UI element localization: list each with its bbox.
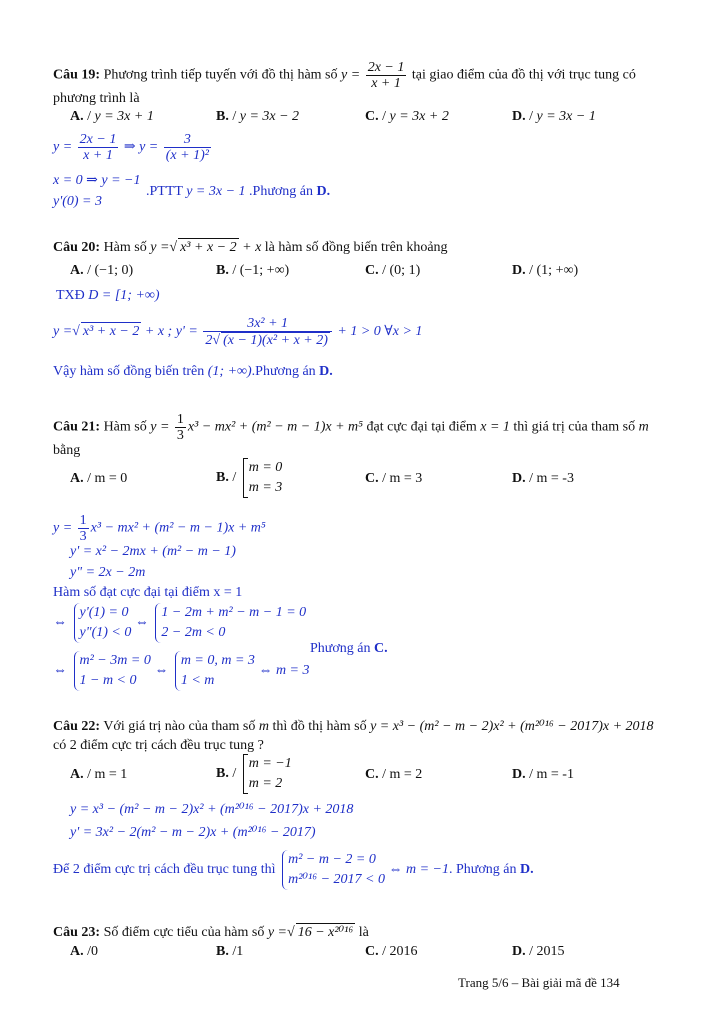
q23-option-d[interactable]: D. / 2015 xyxy=(512,944,565,959)
q22-stem: Câu 22: Với giá trị nào của tham số m thì đồ thị hàm số y = x³ − (m² − m − 2)x² + (m²⁰¹⁶ − 2017)x + 2018 xyxy=(53,719,654,734)
q19-solution-line2: x = 0 ⇒ y = −1 xyxy=(53,173,141,188)
q19-solution-answer: .PTTT y = 3x − 1 .Phương án D. xyxy=(146,184,331,199)
q21-option-b[interactable]: B. / m = 0 m = 3 xyxy=(216,458,282,498)
q19-option-a[interactable]: A. / y = 3x + 1 xyxy=(70,109,154,124)
q19-label: Câu 19: xyxy=(53,67,101,83)
q19-solution-line3: y'(0) = 3 xyxy=(53,194,102,209)
q19-option-b[interactable]: B. / y = 3x − 2 xyxy=(216,109,300,124)
q20-option-c[interactable]: C. / (0; 1) xyxy=(365,263,421,278)
q22-label: Câu 22: xyxy=(53,719,101,734)
q20-option-a[interactable]: A. / (−1; 0) xyxy=(70,263,134,278)
q20-solution-conclusion: Vậy hàm số đồng biến trên (1; +∞).Phương án D. xyxy=(53,364,333,379)
q22-option-b[interactable]: B. / m = −1 m = 2 xyxy=(216,754,292,794)
q21-option-a[interactable]: A. / m = 0 xyxy=(70,471,128,486)
q19-func-fraction xyxy=(366,60,407,91)
q21-label: Câu 21: xyxy=(53,419,101,435)
q20-solution-domain: TXĐ D = [1; +∞) xyxy=(56,288,160,303)
q19-func-lhs: y = xyxy=(341,67,361,83)
q22-stem-line2: có 2 điểm cực trị cách đều trục tung ? xyxy=(53,738,264,753)
q19-func-den: x + 1 xyxy=(371,76,401,91)
q23-stem: Câu 23: Số điểm cực tiểu của hàm số y =√ 16 − x²⁰¹⁶ là xyxy=(53,925,369,940)
q21-solution-system-2: ⇔ m² − 3m = 0 1 − m < 0 ⇔ m = 0, m = 3 1 < m ⇔ m = 3 xyxy=(53,651,310,691)
q21-solution-first-derivative: y' = x² − 2mx + (m² − m − 1) xyxy=(70,544,236,559)
q19-func-num: 2x − 1 xyxy=(367,60,405,75)
q20-option-d[interactable]: D. / (1; +∞) xyxy=(512,263,579,278)
q21-option-c[interactable]: C. / m = 3 xyxy=(365,471,423,486)
page-footer: Trang 5/6 – Bài giải mã đề 134 xyxy=(458,975,620,990)
q19-stem xyxy=(53,60,636,91)
q20-solution-derivative: y =√ x³ + x − 2 + x ; y' = $\frac{\text{3x² + 1}}{\text{2√ (x − 1)(x² + x + 2)}}$ + 1 > 0 ∀x > 1 xyxy=(53,316,423,348)
q19-stem-line2: phương trình là xyxy=(53,91,140,106)
q22-solution-derivative: y' = 3x² − 2(m² − m − 2)x + (m²⁰¹⁶ − 2017) xyxy=(70,825,316,840)
q22-option-a[interactable]: A. / m = 1 xyxy=(70,767,128,782)
q22-option-d[interactable]: D. / m = -1 xyxy=(512,767,574,782)
q20-option-b[interactable]: B. / (−1; +∞) xyxy=(216,263,290,278)
q21-solution-statement: Hàm số đạt cực đại tại điểm x = 1 xyxy=(53,585,243,600)
q21-stem-line2: bằng xyxy=(53,443,81,458)
q20-stem: Câu 20: Hàm số y =√ x³ + x − 2 + x là hàm số đồng biến trên khoảng xyxy=(53,240,448,255)
q22-solution-condition: Để 2 điểm cực trị cách đều trục tung thì m² − m − 2 = 0 m²⁰¹⁶ − 2017 < 0 ⇔ m = −1. Phương án D. xyxy=(53,850,534,890)
q19-option-c[interactable]: C. / y = 3x + 2 xyxy=(365,109,449,124)
q23-option-a[interactable]: A. /0 xyxy=(70,944,99,959)
q19-text-before: Phương trình tiếp tuyến với đồ thị hàm số xyxy=(103,67,338,83)
q23-option-b[interactable]: B. /1 xyxy=(216,944,244,959)
q19-option-d[interactable]: D. / y = 3x − 1 xyxy=(512,109,596,124)
q21-solution-function: y = $\frac{1}{3}$ x³ − mx² + (m² − m − 1)x + m⁵ xyxy=(53,513,266,544)
q23-label: Câu 23: xyxy=(53,925,101,940)
q23-option-c[interactable]: C. / 2016 xyxy=(365,944,418,959)
q21-solution-second-derivative: y" = 2x − 2m xyxy=(70,565,146,580)
q22-solution-function: y = x³ − (m² − m − 2)x² + (m²⁰¹⁶ − 2017)x + 2018 xyxy=(70,802,354,817)
q20-label: Câu 20: xyxy=(53,240,101,255)
q21-solution-answer: Phương án C. xyxy=(310,641,388,656)
q21-stem: Câu 21: Hàm số y = $\frac{1}{3}$ x³ − mx² + (m² − m − 1)x + m⁵ đạt cực đại tại điểm x = 1 thì giá trị của tham số m xyxy=(53,412,649,443)
q19-text-after: tại giao điểm của đồ thị với trục tung có xyxy=(411,67,636,83)
q21-option-d[interactable]: D. / m = -3 xyxy=(512,471,574,486)
q22-option-c[interactable]: C. / m = 2 xyxy=(365,767,423,782)
q19-solution-derivative: y = $\frac{2x - 1}{x + 1}$ ⇒ y = $\frac{3}{\text{(x + 1)²}}$ xyxy=(53,132,209,163)
q21-solution-system-1: ⇔ y'(1) = 0 y"(1) < 0 ⇔ 1 − 2m + m² − m − 1 = 0 2 − 2m < 0 xyxy=(53,603,306,643)
